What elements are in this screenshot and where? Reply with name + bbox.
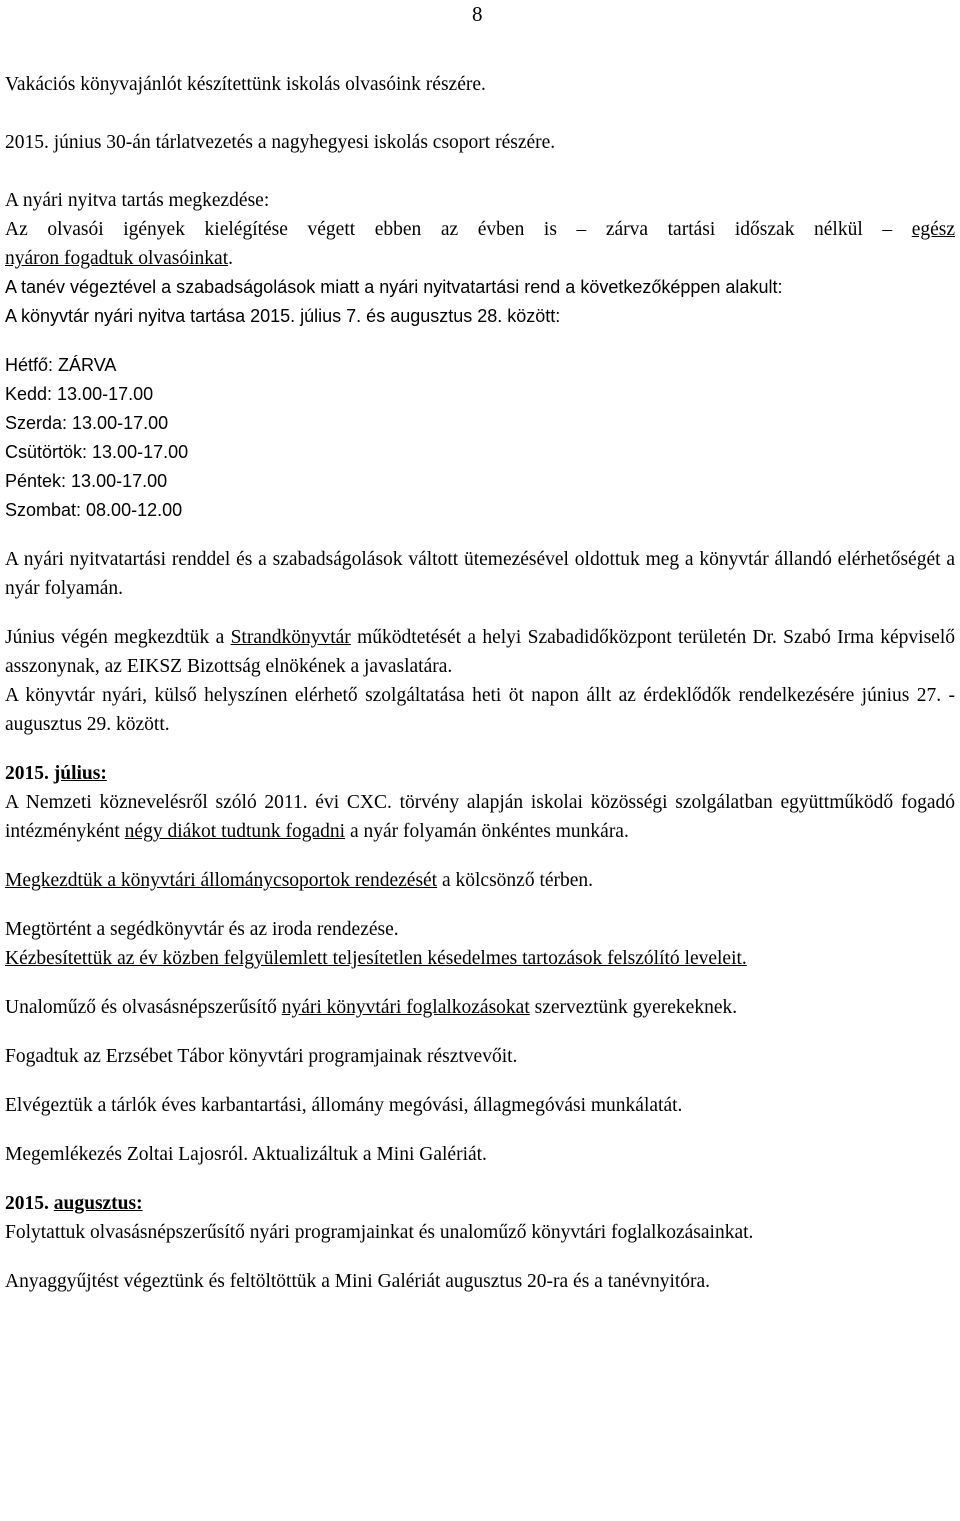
paragraph-nyitvatartasi-rend: A nyári nyitvatartási renddel és a szabadságolások váltott ütemezésével oldottuk meg a könyvtár állandó elérhetőségét a nyár folyamán.: [5, 549, 955, 599]
allomany-text: a kölcsönző térben.: [437, 870, 594, 891]
paragraph-allomanycsoportok: [5, 866, 955, 895]
hours-friday: Péntek: 13.00-17.00: [5, 471, 168, 491]
paragraph-folytattuk: Folytattuk olvasásnépszerűsítő nyári programjainkat és unaloműző könyvtári foglalkozásainkat.: [5, 1222, 754, 1243]
summer-heading: A nyári nyitva tartás megkezdése:: [5, 190, 270, 211]
strand-underlined: Strandkönyvtár: [230, 627, 351, 648]
summer-line-1-underlined: egész: [911, 219, 956, 240]
summer-line-2: [5, 244, 955, 273]
summer-line-1-text: Az olvasói igények kielégítése végett ebben az évben is – zárva tartási időszak nélkül –: [5, 219, 893, 240]
kozossegi-text-b: a nyár folyamán önkéntes munkára.: [345, 821, 629, 842]
paragraph-tarlok: Elvégeztük a tárlók éves karbantartási, állomány megóvási, állagmegóvási munkálatát.: [5, 1095, 683, 1116]
allomany-underlined: Megkezdtük a könyvtári állománycsoportok rendezését: [5, 870, 438, 891]
kozossegi-text-a: A Nemzeti köznevelésről szóló 2011. évi CXC. törvény alapján iskolai közösségi szolgálatban együttműködő fogadó intézményként: [5, 792, 955, 842]
paragraph-unalomuzo: [5, 993, 955, 1022]
unalomuzo-text-b: szerveztünk gyerekeknek.: [529, 997, 738, 1018]
kozossegi-underlined: négy diákot tudtunk fogadni: [124, 821, 346, 842]
july-heading: [5, 759, 955, 788]
paragraph-vakacios: Vakációs könyvajánlót készítettünk iskolás olvasóink részére.: [5, 74, 486, 95]
summer-rules-text: A tanév végeztével a szabadságolások miatt a nyári nyitvatartási rend a következőképpen alakult:: [5, 277, 783, 297]
opening-hours-list: [5, 351, 955, 525]
summer-line-2-underlined: nyáron fogadtuk olvasóinkat: [5, 248, 229, 269]
document-body: [5, 70, 955, 1296]
august-year: 2015.: [5, 1193, 49, 1214]
paragraph-segedkonyvtar: Megtörtént a segédkönyvtár és az iroda rendezése.: [5, 919, 399, 940]
paragraph-kezbesites: Kézbesítettük az év közben felgyülemlett teljesítetlen késedelmes tartozások felszólító leveleit.: [5, 948, 747, 969]
july-year: 2015.: [5, 763, 49, 784]
paragraph-erzsebet-tabor: Fogadtuk az Erzsébet Tábor könyvtári programjainak résztvevőit.: [5, 1046, 518, 1067]
page-number: 8: [472, 2, 483, 26]
paragraph-kozossegi-szolgalat: [5, 788, 955, 846]
strand-text-a: Június végén megkezdtük a: [5, 627, 231, 648]
paragraph-tarlatvezetes: 2015. június 30-án tárlatvezetés a nagyhegyesi iskolás csoport részére.: [5, 132, 556, 153]
unalomuzo-underlined: nyári könyvtári foglalkozásokat: [281, 997, 530, 1018]
hours-monday: Hétfő: ZÁRVA: [5, 355, 117, 375]
hours-wednesday: Szerda: 13.00-17.00: [5, 413, 169, 433]
hours-thursday: Csütörtök: 13.00-17.00: [5, 442, 189, 462]
paragraph-strandkonyvtar: [5, 623, 955, 681]
paragraph-anyaggyujtes: Anyaggyűjtést végeztünk és feltöltöttük a Mini Galériát augusztus 20-ra és a tanévnyitóra.: [5, 1271, 711, 1292]
august-heading: [5, 1189, 955, 1218]
hours-saturday: Szombat: 08.00-12.00: [5, 500, 183, 520]
august-month: augusztus:: [53, 1193, 143, 1214]
summer-opening-period: A könyvtár nyári nyitva tartása 2015. július 7. és augusztus 28. között:: [5, 306, 561, 326]
july-month: július:: [53, 763, 107, 784]
summer-line-2-period: .: [228, 248, 233, 269]
paragraph-zoltai: Megemlékezés Zoltai Lajosról. Aktualizáltuk a Mini Galériát.: [5, 1144, 487, 1165]
paragraph-kulso-helyszin: A könyvtár nyári, külső helyszínen elérhető szolgáltatása heti öt napon állt az érdeklődők rendelkezésére június 27. - augusztus 29. között.: [5, 685, 955, 735]
summer-line-1: [5, 215, 955, 244]
hours-tuesday: Kedd: 13.00-17.00: [5, 384, 154, 404]
unalomuzo-text-a: Unaloműző és olvasásnépszerűsítő: [5, 997, 282, 1018]
strand-text-b: működtetését a helyi Szabadidőközpont területén Dr. Szabó Irma képviselő asszonynak, az EIKSZ Bizottság elnökének a javaslatára.: [5, 627, 955, 677]
